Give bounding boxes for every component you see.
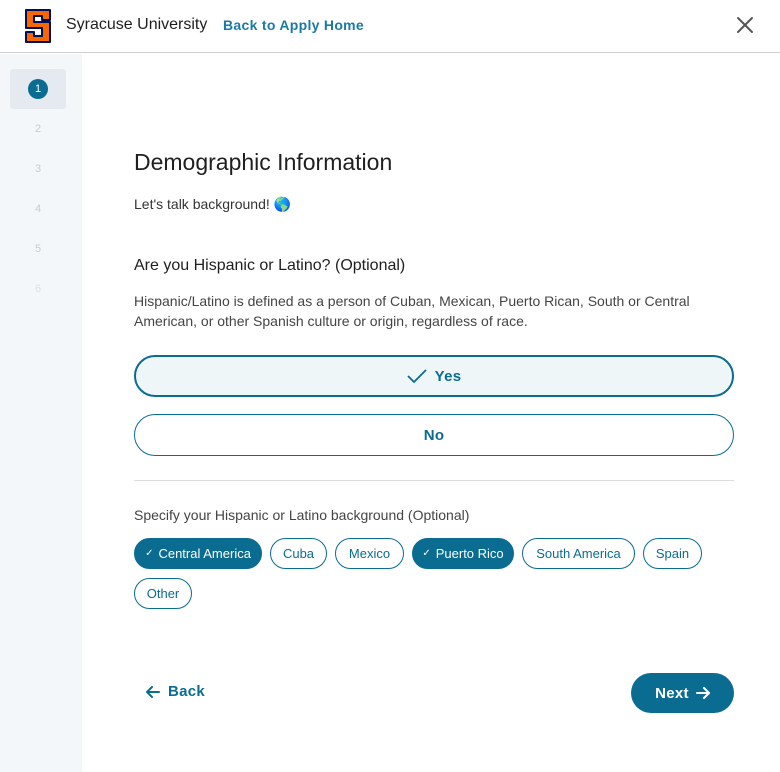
section-divider — [134, 480, 734, 481]
arrow-right-icon — [696, 687, 710, 699]
chip-south-america[interactable] — [522, 538, 635, 569]
step-number: 4 — [34, 203, 42, 215]
chip-label: Spain — [655, 546, 690, 561]
next-button-label: Next — [655, 684, 689, 702]
page-title: Demographic Information — [134, 149, 393, 175]
chip-label: Cuba — [282, 546, 315, 561]
step-3[interactable] — [10, 149, 66, 189]
back-button-label: Back — [168, 683, 206, 700]
no-option-button[interactable] — [134, 414, 734, 456]
step-number: 1 — [28, 79, 48, 99]
top-header — [0, 0, 780, 53]
chip-label: Mexico — [348, 546, 391, 561]
no-option-label: No — [423, 426, 445, 444]
yes-option-label: Yes — [434, 367, 462, 385]
chip-label: Central America — [158, 546, 251, 561]
step-6 — [10, 269, 66, 309]
checkmark-icon — [407, 369, 427, 383]
chip-central-america[interactable] — [134, 538, 262, 569]
step-number: 5 — [34, 243, 42, 255]
specify-background-label: Specify your Hispanic or Latino background (Optional) — [134, 507, 470, 523]
step-2[interactable] — [10, 109, 66, 149]
brand-name: Syracuse University — [66, 16, 208, 33]
step-1[interactable] — [10, 69, 66, 109]
yes-option-button[interactable] — [134, 355, 734, 397]
chip-label: Other — [146, 586, 180, 601]
back-button[interactable] — [146, 683, 205, 700]
check-icon: ✓ — [145, 548, 154, 559]
chip-puerto-rico[interactable] — [412, 538, 514, 569]
chip-label: Puerto Rico — [435, 546, 504, 561]
syracuse-s-logo — [22, 6, 54, 46]
step-5[interactable] — [10, 229, 66, 269]
check-icon: ✓ — [422, 548, 431, 559]
arrow-left-icon — [146, 686, 160, 698]
chip-cuba[interactable] — [270, 538, 327, 569]
step-sidebar — [0, 54, 82, 772]
chip-label: South America — [536, 546, 621, 561]
hispanic-question: Are you Hispanic or Latino? (Optional) — [134, 257, 406, 274]
back-to-apply-home-link[interactable]: Back to Apply Home — [223, 17, 365, 33]
chip-mexico[interactable] — [335, 538, 404, 569]
step-number: 6 — [34, 283, 42, 295]
hispanic-description: Hispanic/Latino is defined as a person of Cuban, Mexican, Puerto Rican, South or Central American, or other Spanish culture or origin, regardless of race. — [134, 293, 690, 329]
page-subtitle: Let's talk background! 🌎 — [134, 196, 292, 212]
next-button[interactable] — [631, 673, 734, 713]
close-icon[interactable] — [733, 13, 757, 37]
chip-other[interactable] — [134, 578, 192, 609]
step-number: 3 — [34, 163, 42, 175]
step-4[interactable] — [10, 189, 66, 229]
step-number: 2 — [34, 123, 42, 135]
chip-spain[interactable] — [643, 538, 702, 569]
